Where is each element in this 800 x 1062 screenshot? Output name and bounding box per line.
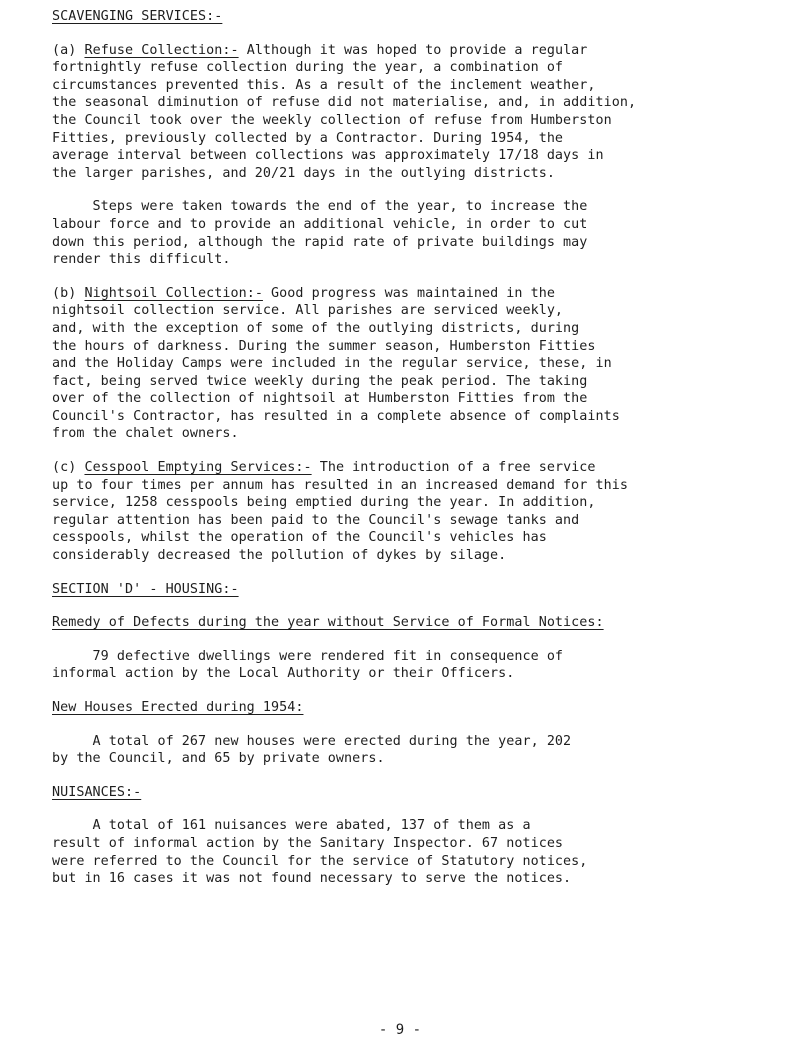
nuisances-paragraph [52, 817, 787, 887]
text-line: render this difficult. [52, 252, 231, 268]
text-line: regular attention has been paid to the Council's sewage tanks and [52, 512, 580, 528]
text-line: labour force and to provide an additional vehicle, in order to cut [52, 216, 588, 232]
text-line: by the Council, and 65 by private owners. [52, 751, 385, 767]
text-line: the larger parishes, and 20/21 days in the outlying districts. [52, 165, 555, 181]
cesspool-title: Cesspool Emptying Services:- [84, 460, 312, 476]
scavenging-heading: SCAVENGING SERVICES:- [52, 9, 223, 24]
text-line: A total of 267 new houses were erected during the year, 202 [52, 733, 572, 749]
text-line: nightsoil collection service. All parishes are serviced weekly, [52, 303, 564, 319]
text-line: 79 defective dwellings were rendered fit in consequence of [52, 648, 564, 664]
housing-heading: SECTION 'D' - HOUSING:- [52, 581, 239, 597]
nightsoil-label: (b) [52, 285, 77, 301]
text-line: but in 16 cases it was not found necessary to serve the notices. [52, 871, 572, 887]
refuse-paragraph: (a) Refuse Collection:- Although it was hoped to provide a regular fortnightly refuse collection during the year, a combination of circumstances prevented this. As a result of the inclement weather, the seasonal diminution of refuse did not materialise, and, in addition, the Council took over the weekly collection of refuse from Humberston Fitties, previously collected by a Contractor. During 1954, the average interval between collections was approximately 17/18 days in the larger parishes, and 20/21 days in the outlying districts. [52, 42, 787, 183]
nightsoil-title: Nightsoil Collection:- [84, 285, 263, 301]
text-line: Fitties, previously collected by a Contractor. During 1954, the [52, 130, 564, 146]
nightsoil-paragraph: (b) Nightsoil Collection:- Good progress was maintained in the nightsoil collection service. All parishes are serviced weekly, and, with the exception of some of the outlying districts, during the hours of darkness. During the summer season, Humberston Fitties and the Holiday Camps were included in the regular service, these, in fact, being served twice weekly during the peak period. The taking over of the collection of nightsoil at Humberston Fitties from the Council's Contractor, has resulted in a complete absence of complaints from the chalet owners. [52, 285, 787, 443]
text-line: fact, being served twice weekly during the peak period. The taking [52, 373, 588, 389]
text-line: circumstances prevented this. As a result of the inclement weather, [52, 77, 596, 93]
text-line: and, with the exception of some of the outlying districts, during [52, 320, 580, 336]
refuse-label: (a) [52, 42, 77, 58]
steps-paragraph [52, 198, 787, 268]
refuse-title: Refuse Collection:- [84, 42, 239, 58]
page-number: - 9 - [378, 1022, 422, 1038]
text-line: average interval between collections was approximately 17/18 days in [52, 148, 604, 164]
text-line: fortnightly refuse collection during the year, a combination of [52, 60, 564, 76]
text-line: informal action by the Local Authority or their Officers. [52, 666, 515, 682]
text-line: the seasonal diminution of refuse did not materialise, and, in addition, [52, 95, 637, 111]
cesspool-paragraph: (c) Cesspool Emptying Services:- The introduction of a free service up to four times per annum has resulted in an increased demand for this service, 1258 cesspools being emptied during the year. In addition, regular attention has been paid to the Council's sewage tanks and cesspools, whilst the operation of the Council's vehicles has considerably decreased the pollution of dykes by silage. [52, 459, 787, 565]
text-line: cesspools, whilst the operation of the Council's vehicles has [52, 530, 547, 546]
remedy-section [52, 614, 787, 683]
text-line: result of informal action by the Sanitary Inspector. 67 notices [52, 835, 564, 851]
text-line: were referred to the Council for the service of Statutory notices, [52, 853, 588, 869]
text-line: the Council took over the weekly collection of refuse from Humberston [52, 112, 612, 128]
text-line: from the chalet owners. [52, 426, 239, 442]
text-line: down this period, although the rapid rate of private buildings may [52, 234, 588, 250]
nuisances-heading: NUISANCES:- [52, 784, 142, 800]
text-line: the hours of darkness. During the summer season, Humberston Fitties [52, 338, 596, 354]
remedy-title: Remedy of Defects during the year without Service of Formal Notices: [52, 615, 604, 631]
text-line: Steps were taken towards the end of the year, to increase the [52, 199, 588, 215]
text-line: considerably decreased the pollution of dykes by silage. [52, 548, 507, 564]
document-page [52, 8, 787, 888]
new-houses-section [52, 699, 787, 768]
text-line: A total of 161 nuisances were abated, 137 of them as a [52, 818, 531, 834]
text-line: up to four times per annum has resulted in an increased demand for this [52, 477, 628, 493]
new-houses-title: New Houses Erected during 1954: [52, 700, 304, 715]
text-line: service, 1258 cesspools being emptied during the year. In addition, [52, 495, 596, 511]
text-line: and the Holiday Camps were included in the regular service, these, in [52, 356, 612, 372]
text-line: Council's Contractor, has resulted in a complete absence of complaints [52, 408, 620, 424]
cesspool-label: (c) [52, 460, 77, 476]
text-line: over of the collection of nightsoil at Humberston Fitties from the [52, 391, 588, 407]
